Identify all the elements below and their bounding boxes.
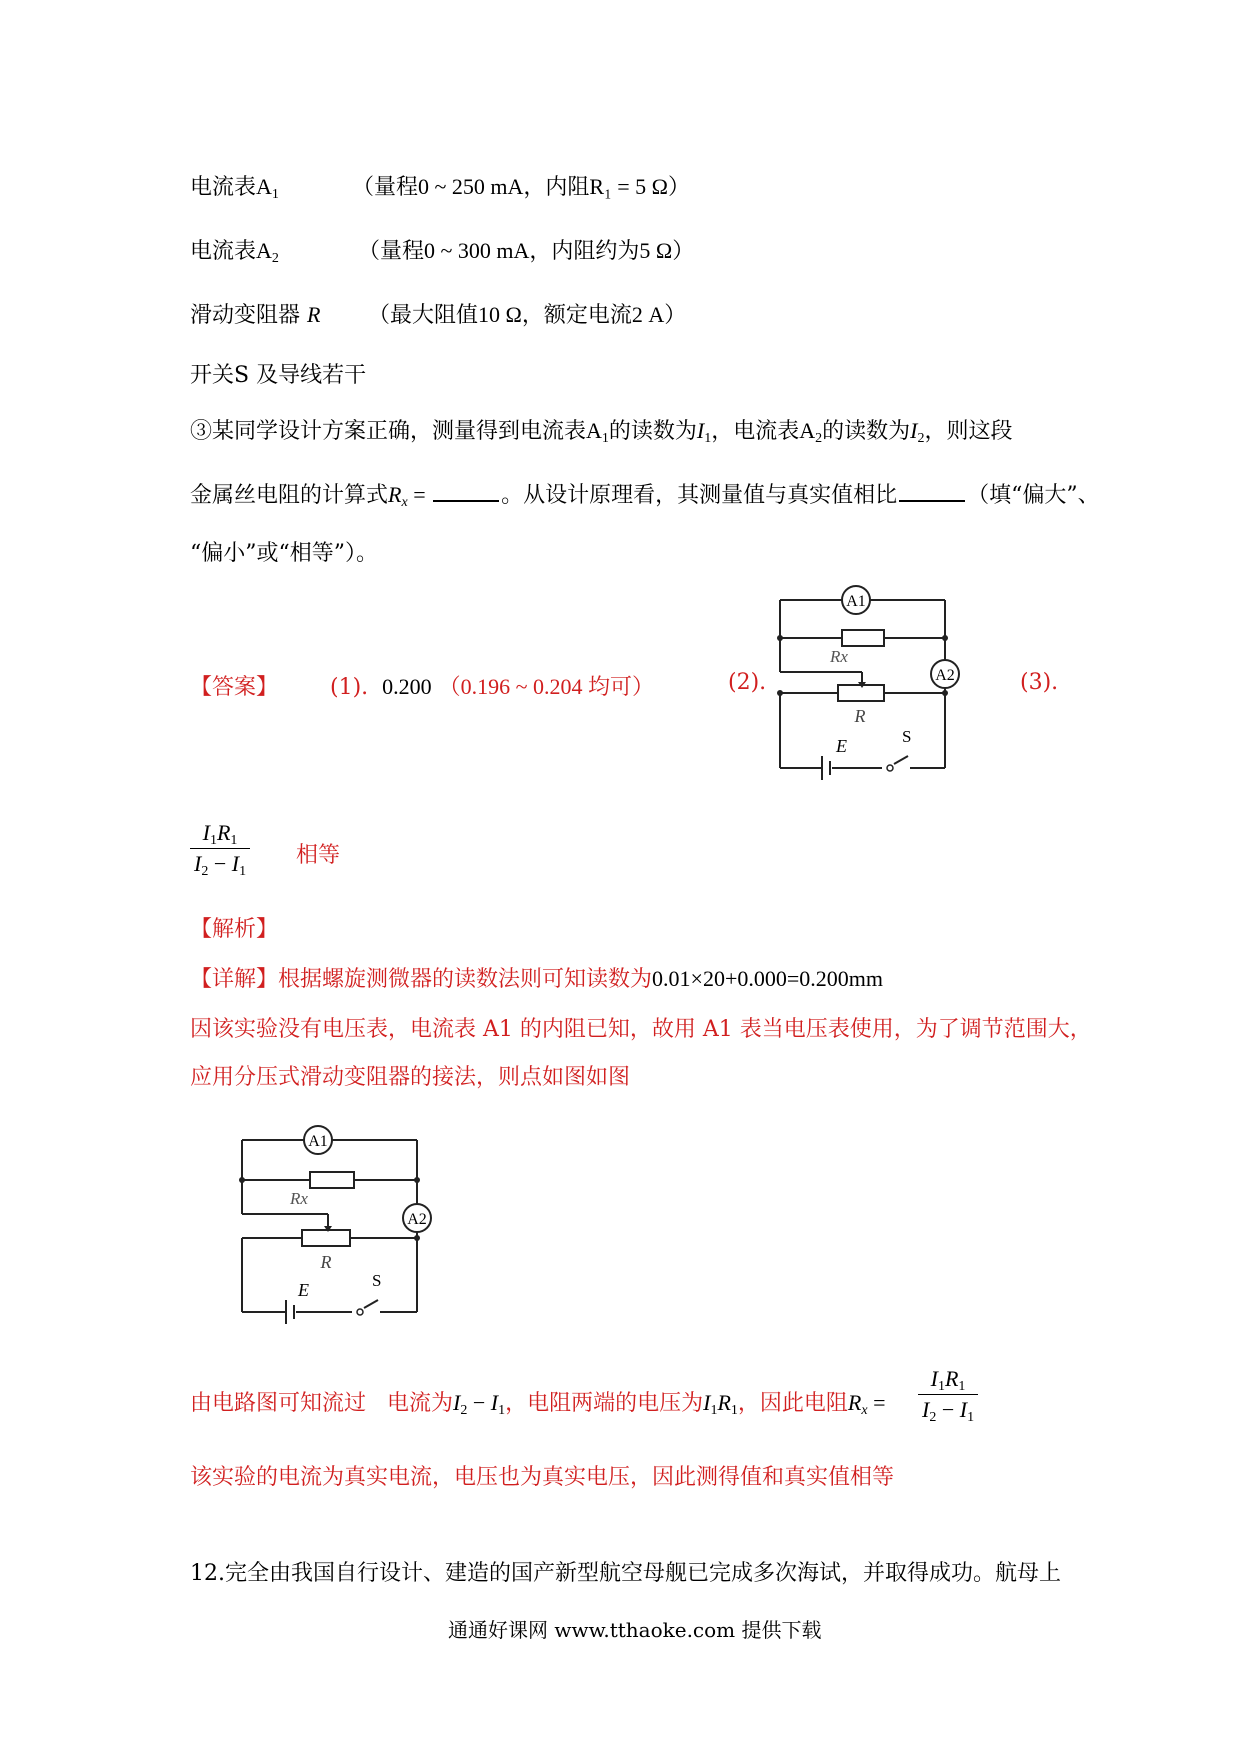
s-label: S — [902, 727, 912, 746]
analysis-line4: 由电路图可知流过 电流为$I_2 - I_1$，电阻两端的电压为$I_1R_1$，因此电阻$R_x$ = — [190, 1390, 886, 1418]
equipment-a1-spec: （量程0 ~ 250 mA，内阻R₁ = 5 Ω） — [352, 174, 691, 199]
r-label-2: R — [320, 1252, 332, 1272]
r-label: R — [854, 706, 866, 726]
a1-meter-label: A1 — [846, 593, 866, 610]
answer-label: 【答案】 — [190, 675, 279, 700]
question3-line1: ③某同学设计方案正确，测量得到电流表$A_1$的读数为$I_1$，电流表$A_2$的读数为$I_2$，则这段 — [190, 418, 1013, 446]
equipment-a1: 电流表$A_1$ — [190, 174, 279, 202]
a1-meter-label-2: A1 — [308, 1133, 328, 1150]
analysis-detail: 【详解】根据螺旋测微器的读数法则可知读数为0.01×20+0.000=0.200mm — [190, 966, 883, 992]
analysis-line5: 该实验的电流为真实电流，电压也为真实电压，因此测得值和真实值相等 — [190, 1465, 895, 1490]
analysis-line3: 应用分压式滑动变阻器的接法，则点如图如图 — [190, 1065, 631, 1090]
circuit-diagram-analysis — [232, 1120, 432, 1330]
a2-meter-label-2: A2 — [407, 1211, 427, 1228]
answer-part1: (1). 0.200 （0.196 ~ 0.204 均可） — [330, 674, 655, 700]
question3-line2: 金属丝电阻的计算式$R_x$ = 。从设计原理看，其测量值与真实值相比 （填“偏大”、 — [190, 482, 1100, 510]
question3-line3: “偏小”或“相等”）。 — [190, 541, 378, 566]
answer-formula: $\frac{I_1R_1}{I_2 - I_1}$ — [190, 820, 250, 877]
answer-blank-2 — [899, 482, 965, 502]
equipment-a2-spec: （量程0 ~ 300 mA，内阻约为5 Ω） — [358, 238, 695, 263]
analysis-label: 【解析】 — [190, 917, 279, 942]
rx-label-2: Rx — [290, 1189, 308, 1208]
circuit-diagram-answer — [770, 580, 970, 790]
question12-text: 12.完全由我国自行设计、建造的国产新型航空母舰已完成多次海试，并取得成功。航母上 — [190, 1561, 1061, 1586]
answer-part2: (2). — [728, 670, 767, 695]
rx-label: Rx — [830, 647, 848, 666]
e-label: E — [836, 736, 847, 756]
answer-equal: 相等 — [296, 843, 341, 868]
s-label-2: S — [372, 1271, 382, 1290]
analysis-line2: 因该实验没有电压表，电流表 A1 的内阻已知，故用 A1 表当电压表使用，为了调节范围大， — [190, 1017, 1092, 1042]
e-label-2: E — [298, 1280, 309, 1300]
equipment-a2: 电流表$A_2$ — [190, 238, 279, 266]
answer-part3: (3). — [1020, 670, 1059, 695]
equipment-r-spec: （最大阻值10 Ω，额定电流2 A） — [368, 302, 687, 327]
a2-meter-label: A2 — [935, 667, 955, 684]
equipment-switch: 开关S 及导线若干 — [190, 363, 367, 388]
footer-text: 通通好课网 www.tthaoke.com 提供下载 — [448, 1618, 822, 1642]
equipment-r: 滑动变阻器 R — [190, 302, 321, 328]
answer-blank-1 — [433, 482, 499, 502]
analysis-rx-formula: $\frac{I_1R_1}{I_2 - I_1}$ — [918, 1366, 978, 1423]
